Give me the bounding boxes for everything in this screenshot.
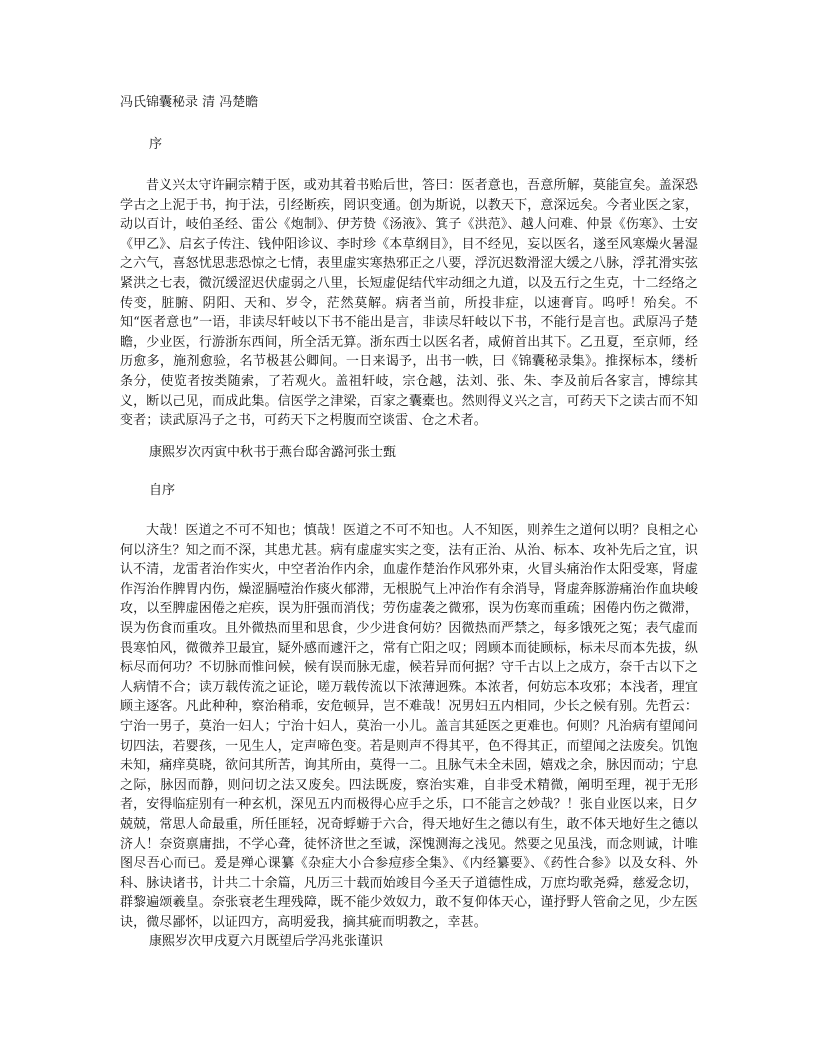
self-preface-heading: 自序 [149,483,176,498]
document-title: 冯氏锦囊秘录 清 冯楚瞻 [120,95,259,110]
self-preface-body: 大哉！医道之不可不知也；慎哉！医道之不可不知也。人不知医，则养生之道何以明？良相之心何以济生？知之而不深，其患尤甚。病有虚虚实实之变，法有正治、从治、标本、攻补先后之宜，识认不清，龙雷者治作实火，中空者治作内余，血虚作楚治作风邪外束，火冒头痛治作太阳受寒，肾虚作泻治作脾胃内伤，燥涩膈噎治作痰火郁滞，无根脱气上冲治作有余消导，肾虚奔豚游痛治作血块峻攻，以至脾虚困倦之疟疾，误为肝强而消伐；劳伤虚袭之微邪，误为伤寒而重疏；困倦内伤之微滞，误为伤食而重攻。且外微热而里和思食，少少进食何妨？因微热而严禁之，每多饿死之冤；表气虚而畏寒怕风，微微养卫最宜，疑外感而遽汗之，常有亡阳之叹；罔顾本而徒顾标，标未尽而本先拔，纵标尽而何功？不切脉而惟问候，候有误而脉无虚，候若异而何据？守千古以上之成方，奈千古以下之人病情不合；读万载传流之证论，嗟万载传流以下浓薄迥殊。本浓者，何妨忘本攻邪；本浅者，理宜顾主逐客。凡此种种，察治稍乖，安危顿异，岂不难哉！况男妇五内相同，少长之候有别。先哲云：宁治一男子，莫治一妇人；宁治十妇人，莫治一小儿。盖言其延医之更难也。何则？凡治病有望闻问切四法，若婴孩，一见生人，定声啼色变。若是则声不得其平，色不得其正，而望闻之法废矣。饥饱未知，痛痒莫晓，欲问其所苦，询其所由，莫得一二。且脉气未全未固，嬉戏之余，脉因而动；宁息之际，脉因而静，则问切之法又废矣。四法既废，察治实难，自非受术精微，阐明至理，视于无形者，安得临症别有一种玄机，深见五内而极得心应手之乐，口不能言之妙哉？！张自业医以来，日夕兢兢，常思人命最重，所任匪轻，况奇蜉蝣于六合，得天地好生之德以有生，敢不体天地好生之德以济人！奈资禀庸拙，不学心聋，徒怀济世之至诚，深愧测海之浅见。然要之见虽浅，而念则诚，计唯图尽吾心而已。爰是殚心课纂《杂症大小合参痘疹全集》、《内经纂要》、《药性合参》以及女科、外科、脉诀诸书，计共二十余篇，凡历三十载而始竣目今圣天子道德性成，万庶均歌尧舜，慈爱念切，群黎遍颂羲皇。奈张衰老生理残障，既不能少效奴力，敢不复仰体天心，谨抒野人管俞之见，少左医诀，微尽鄙怀，以证四方，高明爱我，摘其疵而明教之，幸甚。 [120,523,698,930]
preface-body: 昔义兴太守许嗣宗精于医，或劝其着书贻后世，答曰：医者意也，吾意所解，莫能宣矣。盖深恐学古之上泥于书，拘于法，引经断疾，罔识变通。创为斯说，以教天下，意深远矣。今者业医之家，动以百计，岐伯圣经、雷公《炮制》、伊芳贽《汤液》、箕子《洪范》、越人问难、仲景《伤寒》、士安《甲乙》、启玄子传注、钱仲阳诊议、李时珍《本草纲目》，目不经见，妄以医名，遂至风寒燥火暑湿之六气，喜怒忧思悲恐惊之七情，表里虚实寒热邪正之八要，浮沉迟数滑涩大缓之八脉，浮芤滑实弦紧洪之七表，微沉缓涩迟伏虚弱之八里，长短虚促结代牢动细之九道，以及五行之生克，十二经络之传变，脏腑、阴阳、天和、岁令，茫然莫解。病者当前，所投非症，以速膏肓。呜呼！殆矣。不知“医者意也”一语，非读尽轩岐以下书不能出是言，非读尽轩岐以下书，不能行是言也。武原冯子楚瞻，少业医，行游浙东西间，所全活无算。浙东西士以医名者，咸俯首出其下。乙丑夏，至京师，经历愈多，施剂愈验，名节极甚公卿间。一日来谒予，出书一帙，曰《锦囊秘录集》。推探标本，缕析条分，使览者按类随索，了若观火。盖祖轩岐，宗仓越，法刘、张、朱、李及前后各家言，博综其义，断以己见，而成此集。信医学之津梁，百家之囊橐也。然则得义兴之言，可药天下之读古而不知变者；读武原冯子之书，可药天下之枵腹而空谈雷、仓之术者。 [120,178,698,429]
preface-heading: 序 [149,137,163,152]
self-preface-signature: 康熙岁次甲戌夏六月既望后学冯兆张谨识 [149,934,384,949]
preface-signature: 康熙岁次丙寅中秋书于燕台邸舍潞河张士甄 [149,445,397,460]
